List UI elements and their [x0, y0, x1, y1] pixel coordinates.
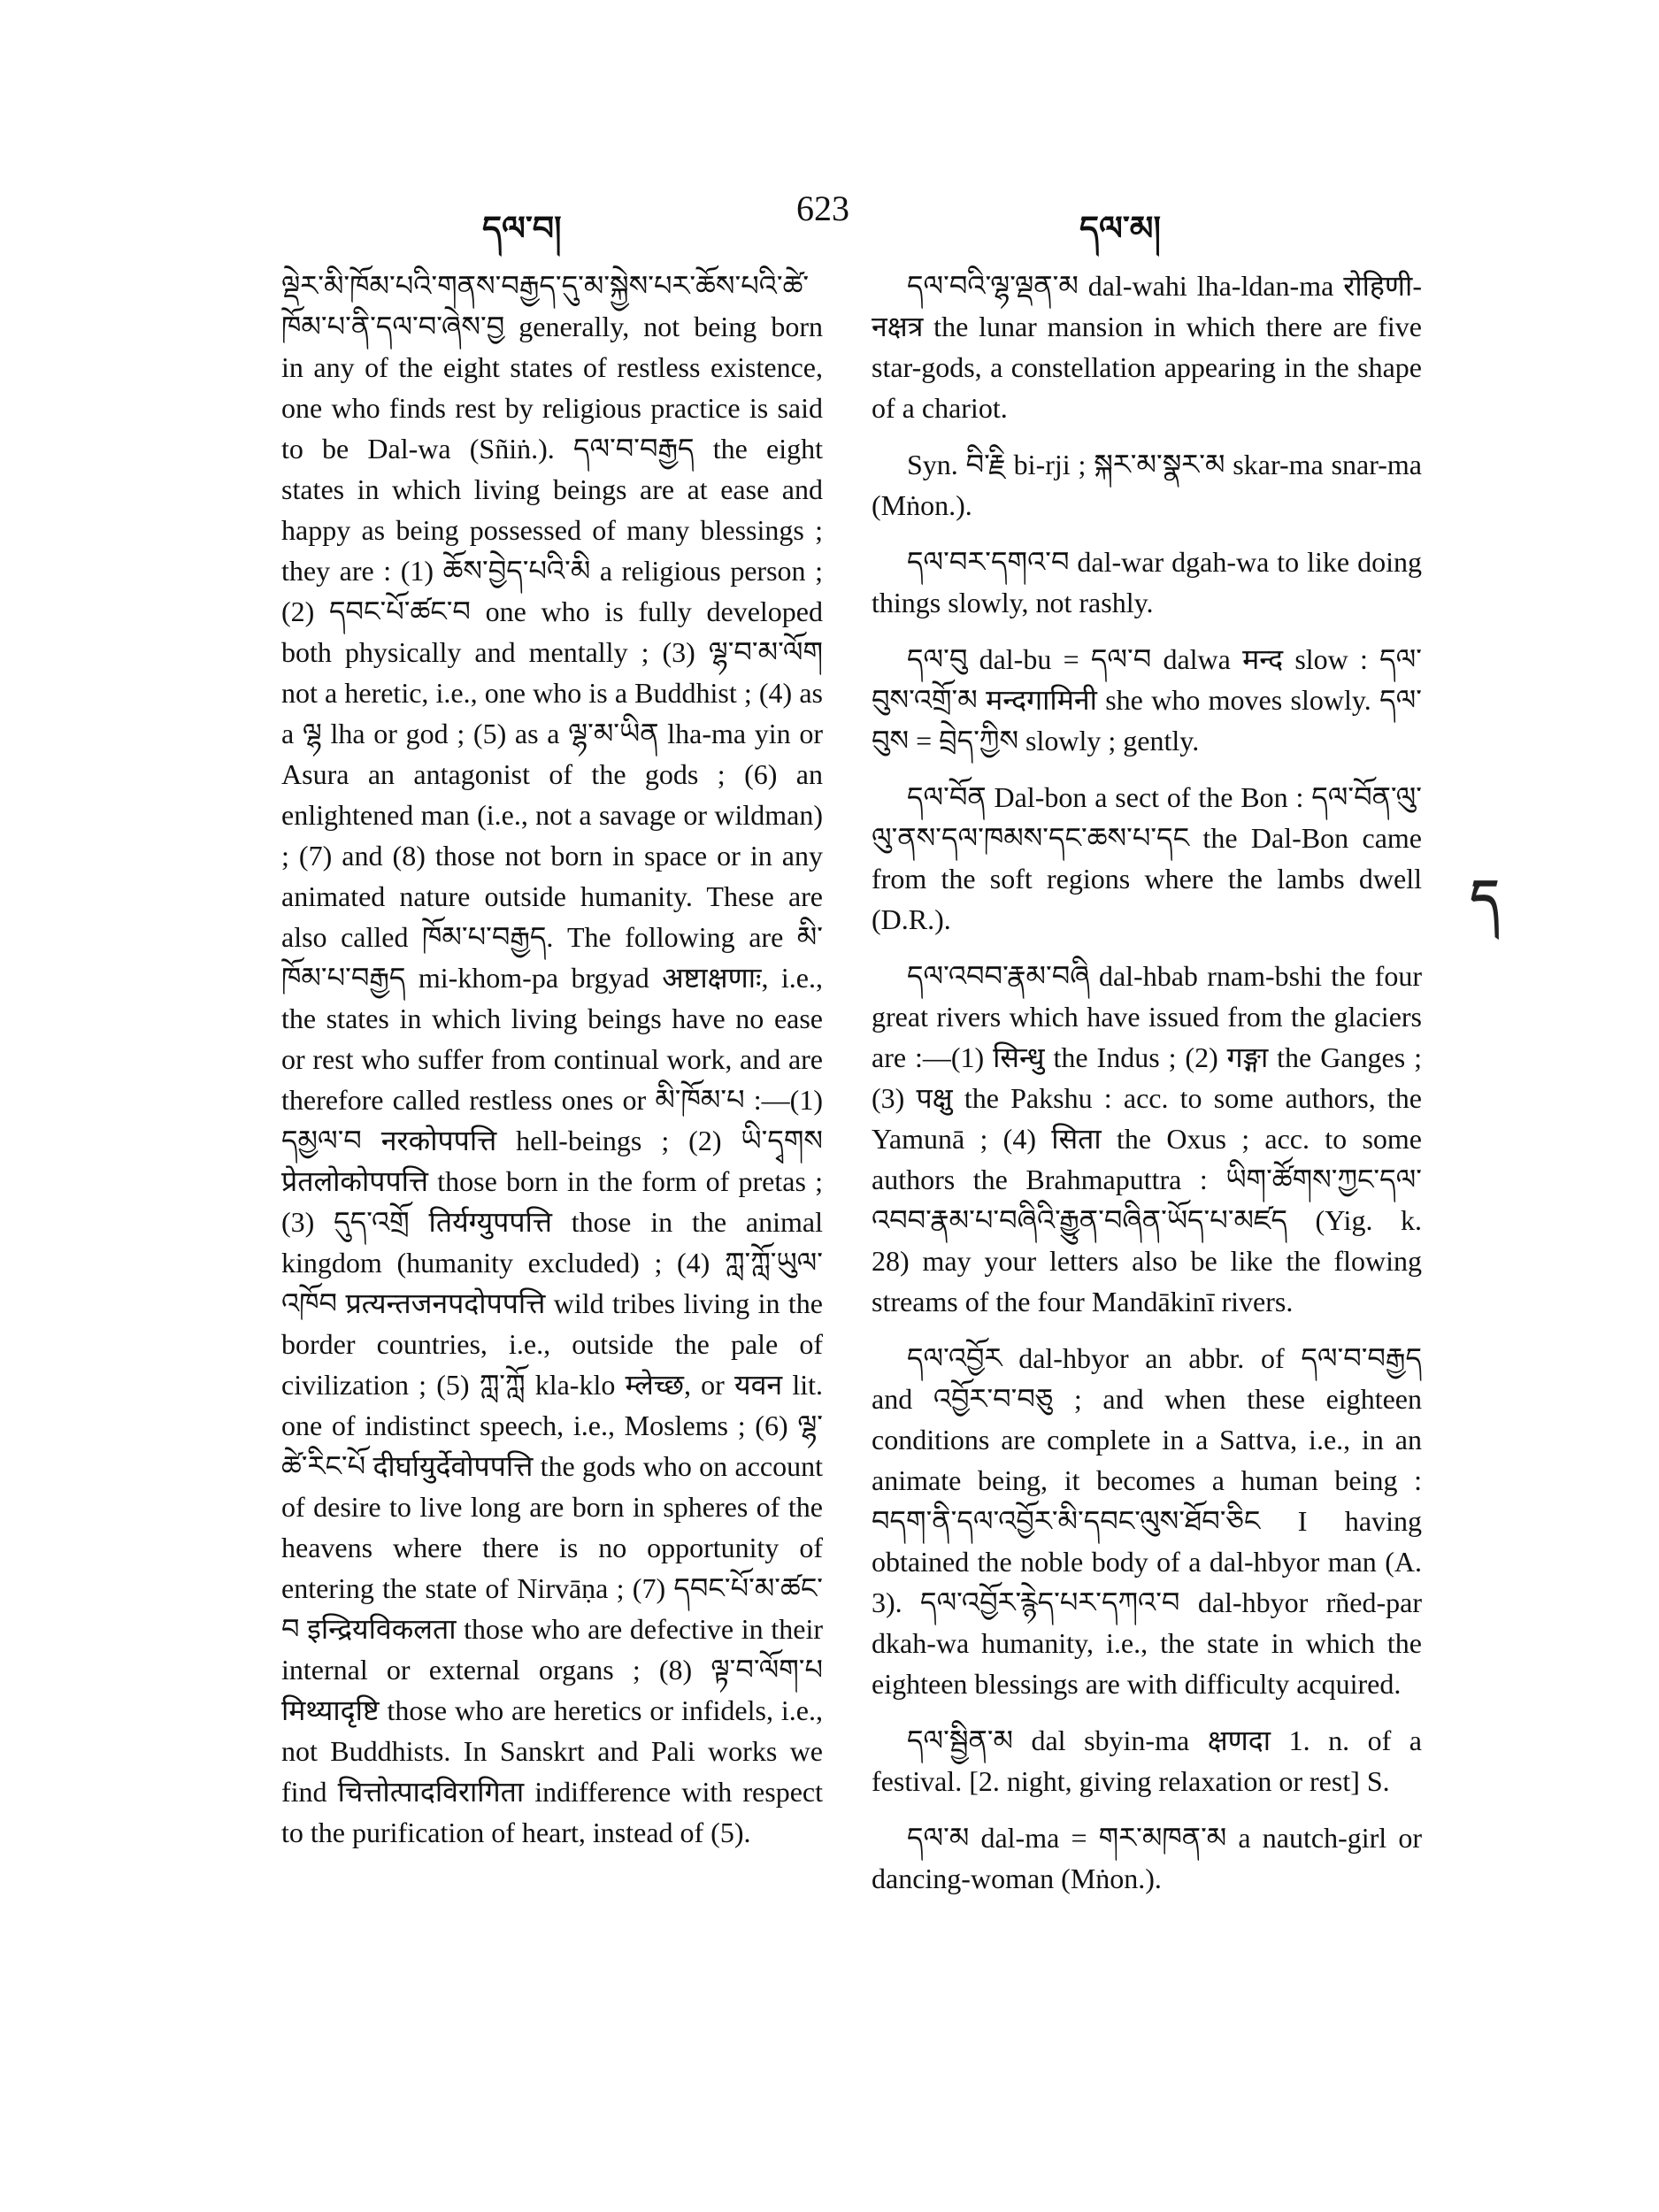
dictionary-entry: དལ་སྦྱིན་མ dal sbyin-ma क्षणदा 1. n. of a festival. [2. night, giving relaxation or rest] S.	[872, 1724, 1422, 1797]
right-column	[872, 265, 1422, 1915]
header-left-guideword: དལ་བ།	[482, 208, 562, 248]
header-right-guideword: དལ་མ།	[1079, 208, 1161, 248]
dictionary-entry: དལ་མ dal-ma = གར་མཁན་མ a nautch-girl or dancing-woman (Mṅon.).	[872, 1822, 1422, 1894]
dictionary-entry: ལྡེར་མི་ཁོམ་པའི་གནས་བརྒྱད་དུ་མ་སྐྱེས་པར་ཆོས་པའི་ཚེ་ཁོམ་པ་ནི་དལ་བ་ཞེས་བྱ generally, not being born in any of the eight states of restless existence, one who finds rest by religious practice is said to be Dal-wa (Sñiṅ.). དལ་བ་བརྒྱད the eight states in which living beings are at ease and happy as being possessed of many blessings ; they are : (1) ཆོས་བྱེད་པའི་མི a religious person ; (2) དབང་པོ་ཚང་བ one who is fully developed both physically and mentally ; (3) ལྷ་བ་མ་ལོག not a heretic, i.e., one who is a Buddhist ; (4) as a ལྷ lha or god ; (5) as a ལྷ་མ་ཡིན lha-ma yin or Asura an antagonist of the gods ; (6) an enlightened man (i.e., not a savage or wildman) ; (7) and (8) those not born in space or in any animated nature outside humanity. These are also called ཁོམ་པ་བརྒྱད. The following are མི་ཁོམ་པ་བརྒྱད mi-khom-pa brgyad अष्टाक्षणाः, i.e., the states in which living beings have no ease or rest who suffer from continual work, and are therefore called restless ones or མི་ཁོམ་པ :—(1) དམྱལ་བ नरकोपपत्ति hell-beings ; (2) ཡི་དྭགས प्रेतलोकोपपत्ति those born in the form of pretas ; (3) དུད་འགྲོ तिर्यग्युपपत्ति those in the animal kingdom (humanity excluded) ; (4) ཀླ་ཀློ་ཡུལ་འཁོབ प्रत्यन्तजनपदोपपत्ति wild tribes living in the border countries, i.e., outside the pale of civilization ; (5) ཀླ་ཀློ kla-klo म्लेच्छ, or यवन lit. one of indistinct speech, i.e., Moslems ; (6) ལྷ་ཚེ་རིང་པོ दीर्घायुर्देवोपपत्ति the gods who on account of desire to live long are born in spheres of the heavens where there is no opportunity of entering the state of Nirvāṇa ; (7) དབང་པོ་མ་ཚང་བ इन्द्रियविकलता those who are defective in their internal or external organs ; (8) ལྟ་བ་ལོག་པ मिथ्यादृष्टि those who are heretics or infidels, i.e., not Buddhists. In Sanskrt and Pali works we find चित्तोत्पादविरागिता indifference with respect to the purification of heart, instead of (5).	[281, 270, 823, 1848]
dictionary-entry: དལ་བའི་ལྷ་ལྡན་མ dal-wahi lha-ldan-ma रोहिणी-नक्षत्र the lunar mansion in which there are five star-gods, a constellation appearing in the shape of a chariot.	[872, 270, 1422, 424]
dictionary-entry: དལ་བུ dal-bu = དལ་བ dalwa मन्द slow : དལ་བུས་འགྲོ་མ मन्दगामिनी she who moves slowly. དལ་བུས = བྲེད་ཀྱིས slowly ; gently.	[872, 643, 1422, 757]
dictionary-entry: དལ་བར་དགའ་བ dal-war dgah-wa to like doing things slowly, not rashly.	[872, 546, 1422, 618]
page-header	[0, 188, 1659, 248]
left-column	[281, 265, 823, 1869]
thumb-index-tab[interactable]: ད	[1470, 869, 1500, 927]
dictionary-entry: དལ་འབབ་རྣམ་བཞི dal-hbab rnam-bshi the four great rivers which have issued from the glaciers are :—(1) सिन्धु the Indus ; (2) गङ्गा the Ganges ; (3) पक्षु the Pakshu : acc. to some authors, the Yamunā ; (4) सिता the Oxus ; acc. to some authors the Brahmaputtra : ཡིག་ཚོགས་ཀྱང་དལ་འབབ་རྣམ་པ་བཞིའི་རྒྱུན་བཞིན་ཡོད་པ་མཛད (Yig. k. 28) may your letters also be like the flowing streams of the four Mandākinī rivers.	[872, 960, 1422, 1317]
dictionary-entry: དལ་བོན Dal-bon a sect of the Bon : དལ་བོན་ལུ་ལུ་ནས་དལ་ཁམས་དང་ཆས་པ་དང the Dal-Bon came from the soft regions where the lambs dwell (D.R.).	[872, 781, 1422, 935]
dictionary-entry: Syn. བི་རྗི bi-rji ; སྐར་མ་སྣར་མ skar-ma snar-ma (Mṅon.).	[872, 449, 1422, 521]
page-number: 623	[796, 188, 849, 228]
dictionary-entry: དལ་འབྱོར dal-hbyor an abbr. of དལ་བ་བརྒྱད and འབྱོར་བ་བཅུ ; and when these eighteen conditions are complete in a Sattva, i.e., in an animate being, it becomes a human being : བདག་ནི་དལ་འབྱོར་མི་དབང་ལུས་ཐོབ་ཅིང I having obtained the noble body of a dal-hbyor man (A. 3). དལ་འབྱོར་རྙེད་པར་དཀའ་བ dal-hbyor rñed-par dkah-wa humanity, i.e., the state in which the eighteen blessings are with difficulty acquired.	[872, 1342, 1422, 1700]
